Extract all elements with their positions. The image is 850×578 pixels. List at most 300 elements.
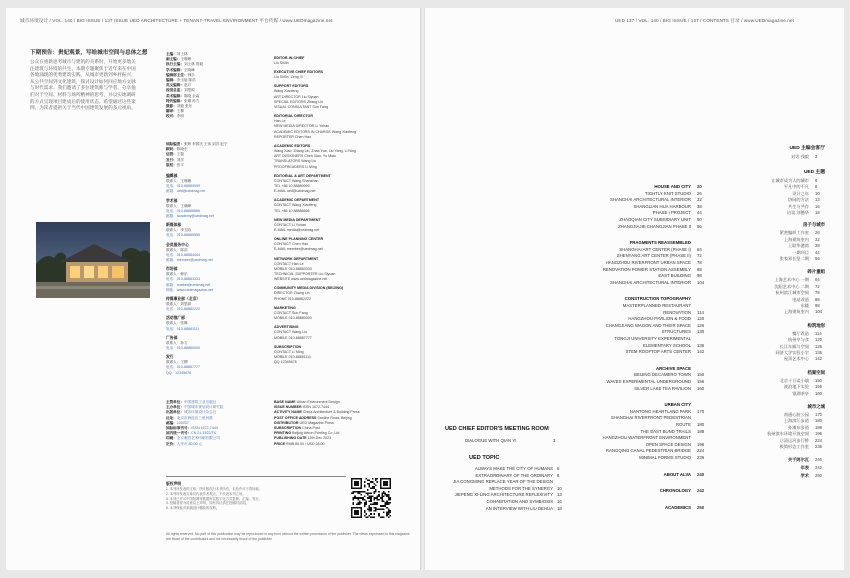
publisher-label: PRICE — [274, 441, 286, 446]
topic-title: UED TOPIC — [469, 455, 500, 461]
contact-line: 联系人：孙方 — [166, 340, 188, 345]
cn-group-page: 126 — [815, 343, 822, 349]
masthead-label: 校对： — [166, 114, 177, 119]
toc-page: 38 — [697, 203, 702, 209]
en-masthead-line: CONTACT Wang Shanshan — [274, 178, 319, 183]
toc-page: 26 — [697, 190, 702, 196]
masthead-value: 陈晓东 — [176, 147, 188, 152]
toc-page: 136 — [697, 342, 705, 348]
cn-group-title: 城市之城 — [807, 404, 825, 409]
masthead-label: 发行： — [166, 157, 177, 162]
publisher-value: RMB 80.00 / USD 28.00 — [285, 441, 325, 446]
cn-group-item: 上联华港湾 — [788, 243, 809, 249]
toc-page: 240 — [697, 471, 705, 477]
toc-page: 242 — [697, 488, 705, 494]
cn-tail-page: 242 — [815, 465, 822, 471]
publisher-value: ISSN 1672-7444 — [191, 426, 218, 431]
cn-group-page: 236 — [815, 444, 822, 449]
masthead-label: 顾问： — [166, 147, 177, 152]
en-masthead-line: CONTACT Wang Liu — [274, 330, 308, 335]
topic-page: 8 — [557, 472, 560, 478]
toc-page: 114 — [697, 309, 704, 315]
cn-group-page: 170 — [815, 412, 822, 417]
contact-line: 联系人：张琳 — [166, 321, 188, 326]
masthead-col-1 — [166, 52, 238, 120]
publisher-label: 主办单位： — [166, 405, 184, 410]
publisher-label: SUBSCRIPTION — [274, 426, 303, 431]
right-page-contents — [425, 8, 844, 570]
contact-line: 联系人：王柳 — [166, 360, 188, 365]
publisher-label: ACTIVITY NAME — [274, 410, 303, 415]
cn-group-page: 56 — [815, 256, 820, 261]
contact-head: 会员服务中心 — [166, 242, 189, 247]
toc-entry: SHANGHAI ART CENTER (PHASE I) — [619, 246, 691, 252]
topic-item: ALWAYS MAKE THE CITY OF HUMANS — [474, 466, 553, 471]
note-line: 5. 本刊保留对来稿进行删改的权利。 — [166, 506, 220, 511]
toc-page: 64 — [697, 246, 702, 252]
toc-entry: SHENYANG ART CENTER (PHASE II) — [616, 253, 691, 259]
toc-entry: ROUTE — [675, 422, 691, 427]
toc-entry: HANGZHOU PAVILION & FOOD — [628, 316, 691, 322]
toc-page: 20 — [697, 184, 702, 189]
running-head-right: UED 137 / VOL. 140 / BIG ISSUE / 137 / CONTENTS 目录 / www.UEDmagazine.net — [615, 18, 795, 23]
note-line: 3. 本刊已许可中国知网等数据库以数字化方式复制、汇编、发行。 — [166, 496, 262, 501]
publisher-label: DISTRIBUTOR — [274, 420, 300, 425]
en-masthead-line: Han Le — [274, 119, 286, 124]
toc-page: 88 — [697, 266, 702, 272]
masthead-value: 李明 — [176, 114, 184, 119]
cn-group-title: 构筑地形 — [807, 322, 825, 328]
cn-group-item: 屋顶艺术中心 — [783, 356, 809, 362]
cn-group-item: 沈阳艺术中心 二期 — [774, 283, 809, 289]
cn-group-item: 长江车厢与空间 — [779, 343, 809, 349]
publisher-value: 人民币 80.00 元 — [176, 441, 203, 446]
topic-page: 6 — [557, 466, 560, 471]
masthead-label: 主编： — [166, 52, 177, 56]
toc-entry: ABOUT ALVA — [663, 471, 691, 477]
contact-head: 发行 — [166, 355, 174, 360]
cn-group-page: 72 — [815, 283, 820, 289]
toc-entry: SHANGLIAN HUA HARBOUR — [633, 203, 691, 209]
en-masthead-line: REPORTER Chen Hao — [274, 134, 312, 139]
intro-block — [30, 48, 147, 112]
cn-meeting-title: UED 主编会客厅 — [789, 146, 825, 151]
toc-page: 130 — [697, 329, 705, 335]
en-masthead-line: TECHNICAL SUPPORTER Liu Siyuan — [274, 272, 336, 277]
en-masthead-line: Liu Shilin, Zeng Yi — [274, 75, 303, 80]
cn-topic-page: 6 — [815, 178, 818, 183]
cn-group-item: 北京十日谈小镇 — [779, 377, 809, 383]
en-masthead-line: CONTACT Li Ming — [274, 349, 304, 354]
en-masthead-line: Wang Xiaofeng — [274, 89, 299, 94]
contact-line: 联系人：刘思源 — [166, 302, 192, 307]
en-masthead-head: ACADEMIC EDITORS — [274, 144, 311, 149]
en-masthead-line: Liu Shilin — [274, 61, 289, 65]
contacts-col — [166, 170, 250, 376]
en-masthead-line: WEBSITE www.uedmagazine.net — [274, 277, 328, 282]
masthead-value: 王珊珊 — [180, 57, 192, 62]
masthead-value: 刘士林 — [176, 52, 188, 56]
cn-topic-item: 平凡中的不凡 — [783, 184, 809, 190]
en-masthead-line: MOBILE 010-88887777 — [274, 335, 312, 340]
toc-page: 142 — [697, 349, 705, 355]
toc-entry: RANGQING CANAL PEDESTRIAN BRIDGE — [605, 448, 691, 454]
contact-line: 电话：010-88880000 — [166, 346, 200, 351]
publisher-label: PRINTING — [274, 431, 293, 436]
contact-head: 市场部 — [166, 267, 178, 272]
topic-item: METHODS FOR THE SYNERGY — [489, 485, 553, 491]
masthead-label: 特约编辑： — [166, 98, 184, 103]
cn-group-item: 上海建筑室内 — [783, 309, 809, 315]
toc-entry: THE EAST BUND TRAILS — [640, 428, 691, 434]
cn-group-page: 32 — [815, 236, 820, 242]
publisher-value: China Architecture & Building Press — [302, 410, 360, 415]
masthead-label: 视觉总监： — [166, 88, 184, 93]
cn-group-page: 136 — [815, 350, 822, 355]
publisher-label: 邮编： — [166, 420, 177, 425]
toc-page: 72 — [697, 253, 702, 259]
toc-entry: EAST BUILDING — [658, 273, 691, 279]
topic-page: 10 — [557, 485, 562, 491]
en-masthead-head: ONLINE PLANNING CENTER — [274, 237, 324, 242]
toc-entry: HANGZHOU WATERFRONT ENVIRONMENT — [602, 435, 691, 441]
publisher-label: 国际标准刊号： — [166, 426, 192, 431]
publisher-label: ISSUE NUMBER — [274, 405, 303, 410]
en-masthead-head: EDITOR-IN-CHIEF — [274, 56, 305, 60]
en-masthead-line: QQ 12345678 — [274, 360, 297, 365]
publisher-value: 城市环境设计杂志社 — [183, 410, 217, 415]
en-masthead-head: SUBSCRIPTION — [274, 344, 302, 349]
publisher-label: 主管单位： — [166, 400, 184, 404]
en-masthead-line: E-MAIL media@uedmag.net — [274, 228, 320, 233]
contact-line: 电话：010-88884444 — [166, 252, 200, 257]
cn-group-item: 一期项目 — [792, 249, 809, 255]
cn-group-item: 杭州滨水环境开放空间 — [767, 431, 809, 437]
en-masthead-head: NEW MEDIA DEPARTMENT — [274, 217, 321, 222]
masthead-value: 张琳 孙方 — [183, 98, 200, 103]
cn-group-page: 78 — [815, 290, 820, 296]
cn-group-item: 上海滨江步道 — [783, 418, 809, 424]
masthead-value: 王晓峰 — [183, 67, 195, 72]
cn-group-page: 104 — [815, 309, 822, 315]
en-masthead-line: ACADEMIC EDITORS IN CHARGE Wang Xiaofeng — [274, 129, 357, 134]
masthead-label: 翻译： — [166, 109, 177, 114]
toc-entry: PHASE I PROJECT — [652, 210, 691, 216]
publisher-label: PUBLISHING DATE — [274, 436, 308, 441]
masthead-value: 刘毅 张东 — [176, 104, 193, 109]
note-line: 1. 本刊所发表的文章、图片版权归本刊所有，未经许可不得转载。 — [166, 487, 262, 491]
publisher-value: Sanlihe Road, Beijing — [317, 415, 352, 420]
en-masthead-line: TEL +86 10 88889999 — [274, 184, 310, 189]
en-masthead-head: ADVERTISING — [274, 325, 299, 330]
cn-topic-page: 16 — [815, 203, 820, 209]
cn-group-page: 88 — [815, 296, 820, 302]
masthead-value: 王柳 — [176, 109, 184, 114]
en-masthead-head: EDITORIAL & ART DEPARTMENT — [274, 173, 331, 178]
toc-entry: FRAGMENTS REASSEMBLED — [629, 240, 691, 246]
masthead-value: 赵月 — [183, 83, 192, 88]
contact-line: 邮箱：academy@uedmag.net — [166, 214, 214, 219]
masthead-label: 英文编辑： — [166, 83, 184, 88]
cn-tail-page: 250 — [815, 473, 822, 479]
publisher-value: ISSN 1672-7444 — [302, 405, 330, 410]
en-masthead-line: TEL +86 10 88886666 — [274, 208, 310, 213]
cn-topic-title: UED 主题 — [803, 170, 825, 175]
toc-page: 156 — [697, 379, 705, 384]
cn-group-item: 餐厅改造 — [792, 330, 809, 336]
en-masthead-head: EXECUTIVE CHIEF EDITORS — [274, 70, 324, 75]
cn-group-page: 156 — [815, 384, 822, 390]
publisher-value: UED Magazine Press — [299, 420, 334, 425]
publisher-label: 出版单位： — [166, 410, 184, 415]
en-masthead-head: COMMUNITY MEDIA DIVISION (BEIJING) — [274, 286, 344, 291]
toc-page: 150 — [697, 372, 705, 378]
notes-rule — [166, 476, 346, 477]
publisher-row — [166, 442, 264, 447]
toc-entry: OPEN SPACE DESIGN — [645, 441, 691, 447]
contact-line: 联系人：李玉晗 — [166, 228, 192, 233]
publisher-value: 15th Dec 2023 — [307, 436, 332, 441]
cn-group-item: 电站改造 — [792, 296, 809, 302]
en-masthead-line: VISUAL CONSULTANT Sun Fang — [274, 105, 328, 110]
toc-entry: STEM ROOFTOP ARTS CENTER — [625, 349, 691, 355]
masthead-row — [166, 163, 250, 168]
running-head-left: 城市环境设计 / VOL. 140 / BIG ISSUE / 137 ISSUE UED ARCHITECTURE + TENANT-TRAVEL ENVIRONMENT 平台传媒 / www.UEDmagazine.net — [20, 18, 333, 23]
contact-head: 活动推广部 — [166, 316, 185, 321]
masthead-label: 摄影： — [166, 104, 177, 109]
contact-line: 电话：010-88881111 — [166, 326, 200, 331]
toc-entry: STRUCTURES — [661, 329, 691, 335]
cn-group-item: 南通心脏公园 — [783, 412, 809, 417]
cn-group-page: 150 — [815, 377, 822, 383]
cn-group-item: 让清运河步行桥 — [779, 437, 809, 443]
cn-group-item: 外滩东步道 — [788, 424, 809, 430]
contact-line: 电话：010-88882222 — [166, 307, 200, 312]
contact-line: 邮箱：member@uedmag.net — [166, 258, 213, 263]
publisher-row — [274, 442, 414, 447]
toc-entry: SILVER LAKE TEA PAVILION — [634, 385, 691, 391]
masthead-label: 执行主编： — [166, 62, 184, 67]
publisher-label: 定价： — [166, 441, 177, 446]
meeting-title: UED CHIEF EDITOR'S MEETING ROOM — [445, 426, 549, 432]
cn-meeting-item: 对话 钱毅 — [791, 154, 809, 159]
publisher-value: Beijing Artron Printing Co.,Ltd — [292, 431, 340, 436]
cn-group-page: 196 — [815, 431, 822, 437]
publisher-label: 社址： — [166, 415, 177, 420]
masthead-label: 运营： — [166, 152, 177, 157]
cover-photo — [36, 222, 150, 298]
cn-group-item: 杭州亭与食 — [788, 337, 809, 343]
en-masthead-line: MOBILE 010-88881111 — [274, 354, 311, 359]
en-masthead-line: E-MAIL member@uedmag.net — [274, 247, 323, 252]
en-masthead-line: DIRECTOR Zhang Lin — [274, 291, 310, 296]
toc-page: 50 — [697, 217, 702, 222]
cn-group-page: 160 — [815, 390, 822, 396]
cn-group-item: 波浪地下实验 — [783, 384, 809, 390]
cn-group-page: 114 — [815, 330, 822, 336]
masthead-label: 编辑部主任： — [166, 72, 188, 77]
contact-line: 联系人：王晓峰 — [166, 203, 192, 208]
contact-head: 编辑部 — [166, 174, 178, 178]
intro-body: 公众在重新思考城市与建筑的关系时，开始更多地关注建筑与环境的共生。本期专题聚焦于近年来在中国各地涌现的优秀建筑实践，从城市更新到乡村振兴，从公共空间到文化建筑，探讨设计如何回应地方文脉与时代需求。我们邀请了多位建筑师与学者，分享他们对于空间、材料与场所精神的思考，并以实地调研的方式呈现项目建成后的使用状态。希望通过这些案例，为读者提供关于当代中国建筑发展的多元视角。 — [30, 59, 136, 111]
toc-page: 180 — [697, 422, 705, 427]
topic-page: 16 — [557, 499, 562, 504]
cn-group-item: 上海建筑室内 — [783, 236, 809, 242]
en-masthead-line: NEW MEDIA DIRECTOR Li Yuhan — [274, 124, 330, 129]
masthead-value: 韩乐 — [187, 72, 195, 77]
topic-item: JIA CONGMING REPLACE YEAR OF THE DESIGN — [453, 479, 553, 485]
cn-group-page: 142 — [815, 356, 822, 362]
masthead-label: 学术编辑： — [166, 67, 184, 72]
toc-page: 56 — [697, 223, 702, 229]
contact-line: 邮箱：ued@uedmag.net — [166, 189, 206, 194]
contact-head: 学术部 — [166, 198, 178, 203]
toc-page: 44 — [697, 210, 702, 216]
toc-entry: BEIJING DECAMERO TOWN — [634, 372, 691, 378]
contact-line: 电话：010-88889999 — [166, 184, 200, 189]
publisher-value: 中国建筑工业出版社 — [183, 400, 217, 404]
meeting-item: DIALOGUE WITH QIAN YI — [465, 438, 517, 443]
masthead-label: 副主编： — [166, 57, 181, 62]
publisher-value: China Post — [302, 426, 320, 431]
toc-entry: CHRONOLOGY — [659, 488, 691, 494]
en-masthead-line: SPECIAL EDITORS Zhang Lin — [274, 99, 323, 104]
toc-entry: MINIMAL FORMS STUDIO — [639, 455, 691, 460]
cn-group-page: 120 — [815, 337, 822, 343]
toc-entry: NANTONG HEARTLAND PARK — [629, 408, 691, 414]
cn-tail-item: 年表 — [800, 465, 809, 471]
toc-entry: MASTERPLANNED RESTAURANT — [622, 303, 691, 308]
cn-topic-item: 让城市成为人的城市 — [771, 178, 809, 183]
publisher-value: 北京市海淀区三里河路 — [176, 415, 213, 420]
en-masthead-line: PHONE 010-88882222 — [274, 296, 311, 301]
toc-page: 98 — [697, 273, 702, 279]
en-masthead-line: CONTACT Wang Xiaofeng — [274, 203, 317, 208]
en-masthead-line: CONTACT Han Le — [274, 261, 304, 266]
cn-topic-page: 13 — [815, 197, 820, 203]
en-masthead-head: NETWORK DEPARTMENT — [274, 256, 319, 261]
publisher-value: 100037 — [176, 420, 189, 425]
contact-line: 电话：010-88885555 — [166, 233, 200, 238]
toc-entry: RENOVATION — [663, 309, 691, 315]
en-masthead-line: Wang Xiao, Zhang Lin, Zhao Yue, Liu Yang, Li Ning — [274, 149, 356, 154]
en-masthead-head: ACADEMIC DEPARTMENT — [274, 198, 320, 203]
en-masthead-line: CONTACT Sun Fang — [274, 310, 308, 315]
contact-head: 新媒体部 — [166, 223, 182, 228]
en-masthead-head: EDITORIAL DIRECTOR — [274, 114, 313, 119]
topic-page: 18 — [557, 505, 562, 511]
cn-group-page: 180 — [815, 418, 822, 424]
cn-group-page: 188 — [815, 424, 822, 430]
en-masthead-line: ART DESIGNERS Chen Xiao, Yu Miao — [274, 154, 336, 159]
qr-code-icon — [351, 478, 391, 518]
contact-line: 电话：010-88887777 — [166, 365, 200, 370]
cn-group-item: 上海艺术中心 一期 — [774, 277, 809, 283]
masthead-value: 刘思源 — [183, 88, 195, 93]
en-masthead-line: E-MAIL ued@uedmag.net — [274, 189, 316, 194]
notes-head: 版权声明 — [166, 482, 182, 486]
toc-page: 170 — [697, 408, 705, 414]
cn-group-item: 东楼 — [800, 303, 809, 308]
masthead-label: 编辑： — [166, 78, 177, 83]
toc-page: 126 — [697, 322, 705, 328]
toc-entry: TIGHTLY KNIT STUDIO — [644, 190, 691, 196]
toc-page: 120 — [697, 316, 705, 322]
cn-group-item: 同济大学实验小学 — [775, 350, 809, 355]
masthead-value: 刘洋 — [176, 157, 184, 162]
cn-topic-page: 10 — [815, 190, 820, 196]
toc-page: 160 — [697, 385, 705, 391]
cn-group-page: 44 — [815, 249, 820, 255]
cn-tail-item: 关于阿尔瓦 — [788, 457, 809, 463]
copyright-notes — [166, 481, 348, 511]
en-masthead-head: MARKETING — [274, 305, 296, 310]
topic-item: EXTRAORDINARY OF THE ORDINARY — [475, 472, 553, 478]
toc-entry: CHANGJIANG WAGON AND THEIR SPACE — [605, 322, 691, 328]
cn-group-item: 杭州滨江城市空间 — [775, 290, 809, 296]
left-page-masthead — [6, 8, 420, 570]
toc-entry: TONGJI UNIVERSITY EXPERIMENTAL — [614, 336, 691, 341]
toc-page: 104 — [697, 279, 705, 285]
en-masthead-line: ART DIRECTOR Liu Siyuan — [274, 94, 319, 99]
contact-line: 联系人：陈浩 — [166, 247, 188, 252]
masthead-col-2 — [166, 142, 250, 168]
cn-group-item: 银湖茶亭 — [792, 390, 809, 396]
masthead-value: 陈晓 余淼 — [183, 93, 200, 98]
cn-topic-item: 协同的方法 — [788, 197, 809, 203]
toc-entry: ZHAOQIAN CITY SUBSIDIARY UNIT — [619, 217, 691, 222]
topic-item: JIEPENG XI-LING ARCHITECTURE REFLEXIVITY — [454, 492, 553, 498]
masthead-row — [166, 114, 238, 119]
publisher-value: 中国城市规划设计研究院 — [183, 405, 224, 410]
masthead-label: 美术编辑： — [166, 93, 184, 98]
cn-meeting-page: 3 — [815, 154, 818, 159]
topic-page: 13 — [557, 492, 562, 498]
toc-entry: ZHANGJIAJIE CHANGJIAN PHASE II — [618, 223, 691, 229]
cn-topic-page: 8 — [815, 184, 818, 190]
toc-page: 250 — [697, 504, 705, 510]
publisher-label: POST OFFICE ADDRESS — [274, 415, 318, 420]
masthead-label: 国际编委： — [166, 142, 184, 146]
cn-topic-item: 共生与共存 — [788, 203, 809, 209]
contact-line: 联系人：王珊珊 — [166, 179, 192, 183]
en-masthead-line: CONTACT Li Yuhan — [274, 222, 306, 227]
toc-page: 224 — [697, 448, 705, 454]
toc-entry: CONSTRUCTION TOPOGRAPHY — [624, 296, 691, 302]
toc-entry: SHANGHAI ARCHITECTURAL INTERIOR — [609, 279, 691, 285]
cn-group-page: 38 — [815, 243, 820, 249]
intro-title: 下期预告：贵妃观景，写给城市空间与总体之想 — [30, 50, 148, 56]
cn-group-item: 极简形态工作室 — [779, 444, 809, 449]
en-masthead-line: MOBILE 010-88880000 — [274, 316, 312, 321]
cn-topic-page: 18 — [815, 210, 820, 215]
cn-group-page: 64 — [815, 277, 820, 283]
toc-entry: SHANGHAI RIVERFRONT PEDESTRIAN — [610, 415, 691, 421]
cn-group-page: 26 — [815, 230, 820, 236]
contact-line: QQ：12345678 — [166, 370, 192, 375]
toc-page: 196 — [697, 441, 705, 447]
toc-entry: HOUSE AND CITY — [654, 184, 691, 189]
note-line: 2. 本刊所发表文章仅代表作者观点，不代表本刊立场。 — [166, 491, 246, 496]
publisher-info-en — [274, 400, 414, 447]
cn-topic-item: 访谈 刘德华 — [786, 210, 809, 215]
cn-group-title: 房子与城市 — [803, 222, 825, 228]
en-masthead-line: CONTACT Chen Hao — [274, 242, 309, 247]
cn-group-item: 张家界长坚二期 — [779, 256, 809, 261]
cn-tail-page: 240 — [815, 457, 822, 463]
toc-page: 78 — [697, 260, 702, 265]
toc-entry: SHANGHAI ARCHITECTURAL INTERIOR — [609, 197, 691, 203]
